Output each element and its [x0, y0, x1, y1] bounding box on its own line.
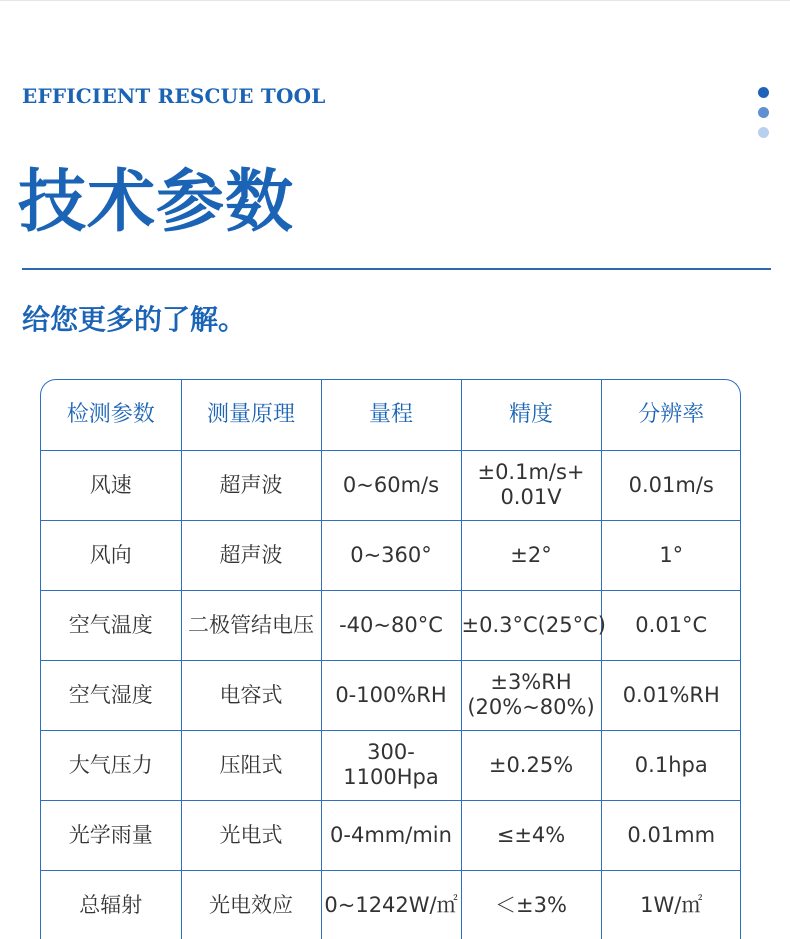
- table-cell: 超声波: [181, 520, 321, 590]
- table-cell: 300-1100Hpa: [321, 730, 461, 800]
- table-row: [41, 870, 741, 939]
- table-cell: -40~80°C: [321, 590, 461, 660]
- page-title: 技术参数: [18, 162, 295, 242]
- table-cell: 光电式: [181, 800, 321, 870]
- table-cell: 压阻式: [181, 730, 321, 800]
- table-row: [41, 520, 741, 590]
- table-cell: 风向: [41, 520, 181, 590]
- column-header: 分辨率: [601, 380, 741, 450]
- dot-indicator: [758, 87, 769, 98]
- table-cell: ≤±4%: [461, 800, 601, 870]
- table-cell: 0.01%RH: [601, 660, 741, 730]
- table-cell: ±0.1m/s+ 0.01V: [461, 450, 601, 520]
- table-cell: 0~1242W/㎡: [321, 870, 461, 939]
- table-cell: 0-4mm/min: [321, 800, 461, 870]
- table-cell: 超声波: [181, 450, 321, 520]
- table-header-row: [41, 380, 741, 450]
- table-row: [41, 450, 741, 520]
- table-row: [41, 800, 741, 870]
- table-cell: ±0.3°C(25°C): [461, 590, 601, 660]
- table-row: [41, 590, 741, 660]
- table-row: [41, 660, 741, 730]
- column-header: 测量原理: [181, 380, 321, 450]
- table-cell: 0~60m/s: [321, 450, 461, 520]
- title-divider: [22, 268, 771, 270]
- table-cell: 光电效应: [181, 870, 321, 939]
- eyebrow-text: EFFICIENT RESCUE TOOL: [22, 84, 326, 108]
- table-cell: 0~360°: [321, 520, 461, 590]
- table-cell: 总辐射: [41, 870, 181, 939]
- table-cell: ±3%RH (20%~80%): [461, 660, 601, 730]
- table-cell: 光学雨量: [41, 800, 181, 870]
- table-row: [41, 730, 741, 800]
- spec-table-container: [40, 379, 741, 939]
- table-cell: 风速: [41, 450, 181, 520]
- table-cell: ±2°: [461, 520, 601, 590]
- spec-table: [41, 380, 741, 939]
- table-cell: 二极管结电压: [181, 590, 321, 660]
- table-cell: ±0.25%: [461, 730, 601, 800]
- table-cell: 1W/㎡: [601, 870, 741, 939]
- column-header: 量程: [321, 380, 461, 450]
- table-cell: 电容式: [181, 660, 321, 730]
- table-cell: 0.01°C: [601, 590, 741, 660]
- table-cell: 0-100%RH: [321, 660, 461, 730]
- page-subtitle: 给您更多的了解。: [22, 303, 247, 336]
- table-cell: ＜±3%: [461, 870, 601, 939]
- table-cell: 空气温度: [41, 590, 181, 660]
- column-header: 精度: [461, 380, 601, 450]
- dot-indicator: [758, 107, 769, 118]
- dot-indicator: [758, 127, 769, 138]
- table-cell: 0.01m/s: [601, 450, 741, 520]
- table-cell: 0.1hpa: [601, 730, 741, 800]
- top-divider: [0, 0, 790, 1]
- column-header: 检测参数: [41, 380, 181, 450]
- table-cell: 0.01mm: [601, 800, 741, 870]
- table-cell: 大气压力: [41, 730, 181, 800]
- table-cell: 空气湿度: [41, 660, 181, 730]
- table-cell: 1°: [601, 520, 741, 590]
